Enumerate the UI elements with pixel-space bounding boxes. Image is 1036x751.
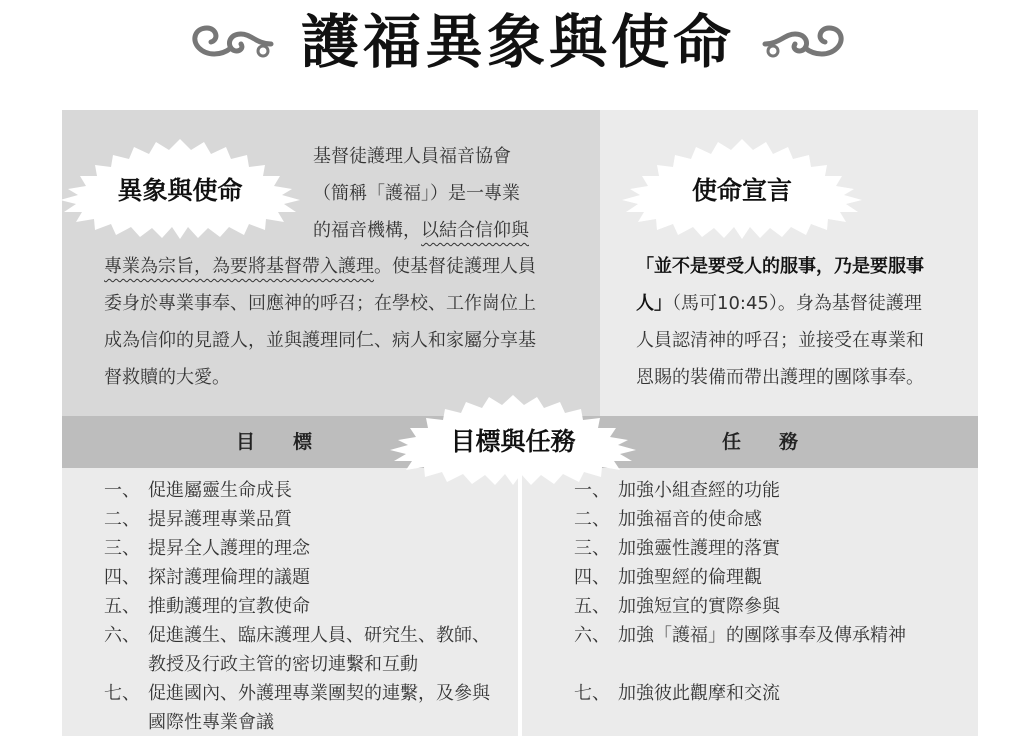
list-item-number: 三、 — [104, 538, 140, 559]
list-item-text: 促進屬靈生命成長 — [148, 480, 292, 501]
goals-tasks-badge — [388, 394, 638, 486]
list-item-number: 三、 — [574, 538, 610, 559]
list-item-text: 促進護生、臨床護理人員、研究生、教師、教授及行政主管的密切連繫和互動 — [148, 625, 490, 675]
mission-line-2-text: （馬可10:45）。身為基督徒護理 — [672, 293, 922, 314]
list-item-number: 二、 — [104, 509, 140, 530]
vision-line-7: 督救贖的大愛。 — [104, 367, 230, 388]
list-item-text: 加強福音的使命感 — [618, 509, 762, 530]
list-item-number: 二、 — [574, 509, 610, 530]
page-header — [0, 2, 1036, 82]
list-item-text: 提昇全人護理的理念 — [148, 538, 310, 559]
list-item-number: 四、 — [574, 567, 610, 588]
list-item — [104, 621, 500, 679]
list-item-text: 加強小組查經的功能 — [618, 480, 780, 501]
list-item-number: 五、 — [104, 596, 140, 617]
vision-line-2: （簡稱「護福」）是一專業 — [313, 183, 520, 204]
vision-text-bottom — [104, 248, 566, 396]
list-item-text: 加強短宣的實際參與 — [618, 596, 780, 617]
list-item-number: 六、 — [104, 625, 140, 646]
list-item — [574, 534, 964, 563]
list-item-number: 四、 — [104, 567, 140, 588]
list-item-number: 七、 — [104, 683, 140, 704]
list-item-number: 五、 — [574, 596, 610, 617]
mission-line-1: 「並不是要受人的服事，乃是要服事 — [636, 256, 924, 277]
list-item-text: 促進國內、外護理專業團契的連繫，及參與國際性專業會議 — [148, 683, 490, 733]
list-item-number: 七、 — [574, 683, 610, 704]
list-item — [574, 563, 964, 592]
list-item-text: 提昇護理專業品質 — [148, 509, 292, 530]
goals-column-header: 目標 — [236, 431, 351, 453]
vision-text-top — [313, 138, 565, 249]
list-item — [104, 563, 500, 592]
mission-badge-label: 使命宣言 — [691, 176, 792, 205]
vision-emphasis-1: 以結合信仰與 — [421, 220, 529, 241]
list-item-text: 加強聖經的倫理觀 — [618, 567, 762, 588]
left-swirl-ornament-icon — [187, 20, 279, 64]
mission-text — [636, 248, 956, 396]
list-item — [574, 679, 964, 708]
vision-line-4-text: 。使基督徒護理人員 — [374, 256, 536, 277]
list-item-text: 加強「護福」的團隊事奉及傳承精神 — [618, 625, 906, 646]
vision-line-3-text: 的福音機構， — [313, 220, 421, 241]
list-item — [104, 679, 500, 737]
mission-line-4: 恩賜的裝備而帶出護理的團隊事奉。 — [636, 367, 924, 388]
list-item — [104, 592, 500, 621]
mission-quote-end: 人」 — [636, 293, 672, 314]
goals-tasks-badge-label: 目標與任務 — [450, 427, 576, 456]
list-item-text: 探討護理倫理的議題 — [148, 567, 310, 588]
right-swirl-ornament-icon — [757, 20, 849, 64]
mission-badge — [620, 138, 864, 240]
vision-line-1: 基督徒護理人員福音協會 — [313, 146, 511, 167]
mission-line-3: 人員認清神的呼召；並接受在專業和 — [636, 330, 924, 351]
tasks-column-header: 任務 — [722, 431, 837, 453]
mission-line-2 — [636, 285, 956, 322]
vision-emphasis-2: 專業為宗旨，為要將基督帶入護理 — [104, 256, 374, 277]
vision-line-4 — [104, 248, 566, 285]
vision-line-5: 委身於專業事奉、回應神的呼召；在學校、工作崗位上 — [104, 293, 536, 314]
list-item — [574, 505, 964, 534]
list-item — [104, 505, 500, 534]
vision-line-6: 成為信仰的見證人，並與護理同仁、病人和家屬分享基 — [104, 330, 536, 351]
tasks-list — [574, 476, 964, 708]
goals-list — [104, 476, 500, 737]
list-item-text: 加強彼此觀摩和交流 — [618, 683, 780, 704]
list-item — [574, 621, 964, 650]
vision-badge-label: 異象與使命 — [117, 176, 243, 205]
list-item — [104, 534, 500, 563]
vision-line-3 — [313, 212, 565, 249]
list-item-number: 六、 — [574, 625, 610, 646]
list-item-text: 推動護理的宣教使命 — [148, 596, 310, 617]
list-item — [574, 592, 964, 621]
list-item-text: 加強靈性護理的落實 — [618, 538, 780, 559]
list-item-number: 一、 — [574, 480, 610, 501]
vision-badge — [58, 138, 302, 240]
list-item-number: 一、 — [104, 480, 140, 501]
page-title: 護福異象與使命 — [300, 8, 735, 76]
